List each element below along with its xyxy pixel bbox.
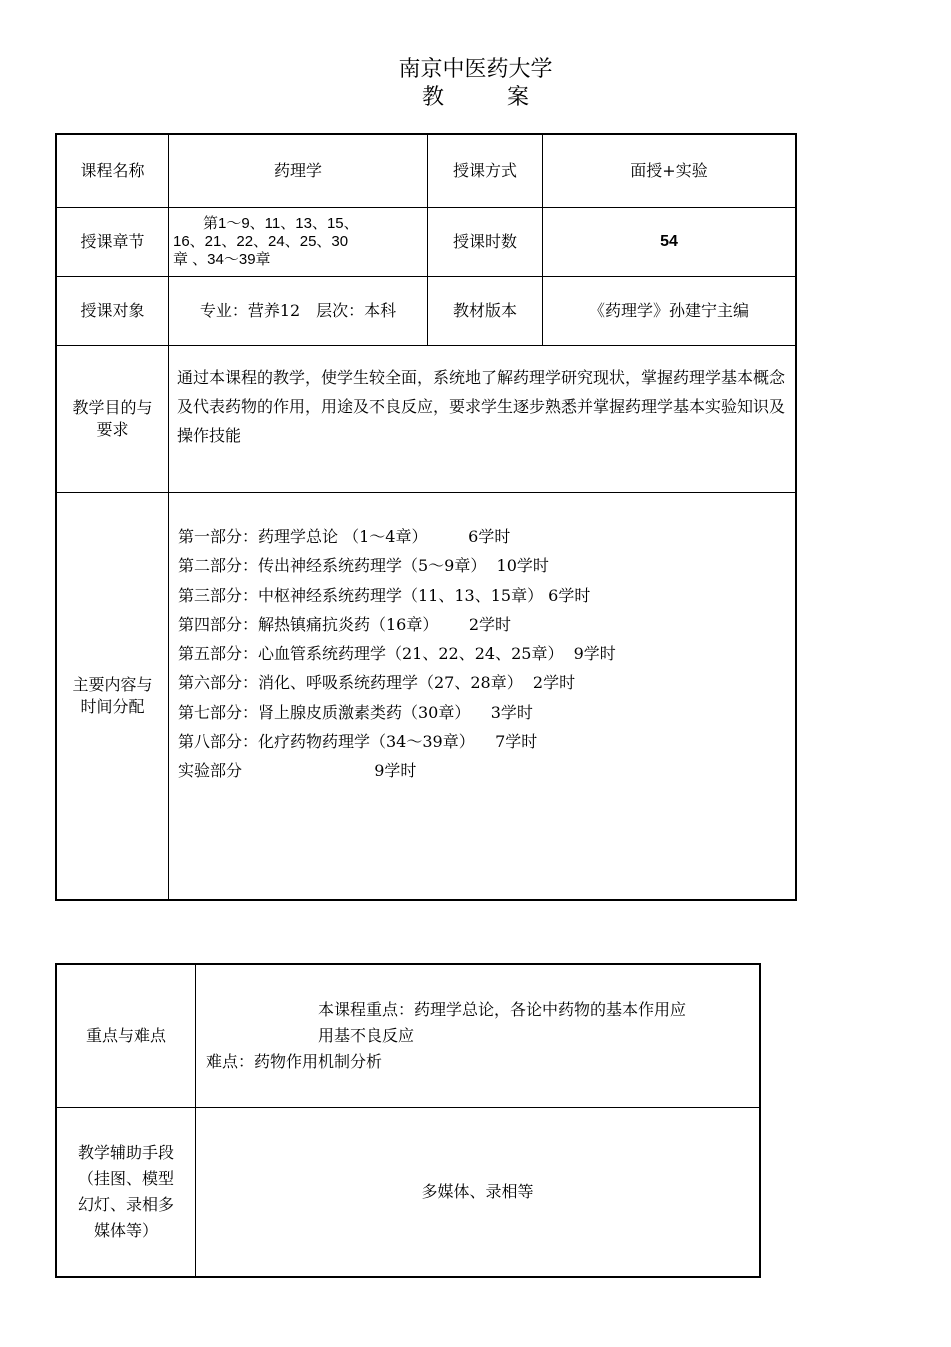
objectives-label <box>57 346 168 492</box>
audience-label: 授课对象 <box>80 301 145 320</box>
aids-label <box>57 1108 195 1276</box>
content-item: 第三部分：中枢神经系统药理学（11、13、15章） 6学时 <box>178 585 591 605</box>
content-item: 第六部分：消化、呼吸系统药理学（27、28章） 2学时 <box>178 673 576 693</box>
difficulty-line: 难点：药物作用机制分析 <box>206 1052 383 1071</box>
textbook-label: 教材版本 <box>452 301 517 320</box>
aids-label-line: 幻灯、录相多 <box>77 1195 174 1214</box>
aids-label-line: 媒体等） <box>93 1221 158 1240</box>
focus-content <box>206 997 756 1075</box>
objectives-label-text: 教学目的与要求 <box>72 398 153 439</box>
content-list <box>178 522 788 786</box>
course-name-value: 药理学 <box>273 161 322 180</box>
chapters-line-3: 章 、34～39章 <box>173 251 271 268</box>
focus-label: 重点与难点 <box>85 1026 166 1045</box>
content-item: 第一部分：药理学总论 （1～4章） 6学时 <box>178 527 511 546</box>
textbook-value: 《药理学》孙建宁主编 <box>588 301 749 320</box>
objectives-text: 通过本课程的教学，使学生较全面，系统地了解药理学研究现状，掌握药理学基本概念及代表药物的作用，用途及不良反应，要求学生逐步熟悉并掌握药理学基本实验知识及操作技能 <box>177 368 786 445</box>
teaching-mode-label: 授课方式 <box>452 161 517 180</box>
university-title: 南京中医药大学 <box>398 57 553 82</box>
audience-value: 专业：营养12 层次：本科 <box>199 301 397 320</box>
content-item: 第二部分：传出神经系统药理学（5～9章） 10学时 <box>178 556 549 576</box>
hours-label: 授课时数 <box>452 232 517 251</box>
content-label <box>57 493 168 899</box>
content-item: 第七部分：肾上腺皮质激素类药（30章） 3学时 <box>178 702 533 722</box>
content-item: 第四部分：解热镇痛抗炎药（16章） 2学时 <box>178 614 512 634</box>
chapters-line-1: 第1～9、11、13、15、 <box>203 215 359 232</box>
content-item: 实验部分 9学时 <box>178 761 417 781</box>
chapters-label: 授课章节 <box>80 232 145 251</box>
aids-label-line: （挂图、模型 <box>77 1169 174 1188</box>
content-item: 第八部分：化疗药物药理学（34～39章） 7学时 <box>178 732 538 752</box>
chapters-line-2: 16、21、22、24、25、30 <box>173 233 349 250</box>
focus-line-1: 本课程重点：药理学总论，各论中药物的基本作用应 <box>318 1000 687 1019</box>
focus-line-2: 用基不良反应 <box>318 1026 415 1045</box>
lesson-plan-table <box>55 133 797 901</box>
hours-value: 54 <box>660 233 678 250</box>
aids-value: 多媒体、录相等 <box>421 1182 534 1201</box>
teaching-mode-value: 面授+实验 <box>630 161 708 180</box>
focus-aids-table <box>55 963 761 1278</box>
content-label-text: 主要内容与时间分配 <box>72 675 153 716</box>
chapters-value <box>169 208 427 276</box>
content-item: 第五部分：心血管系统药理学（21、22、24、25章） 9学时 <box>178 644 616 664</box>
aids-label-line: 教学辅助手段 <box>77 1143 174 1162</box>
document-type-title: 教 案 <box>422 85 557 110</box>
course-name-label: 课程名称 <box>80 161 145 180</box>
